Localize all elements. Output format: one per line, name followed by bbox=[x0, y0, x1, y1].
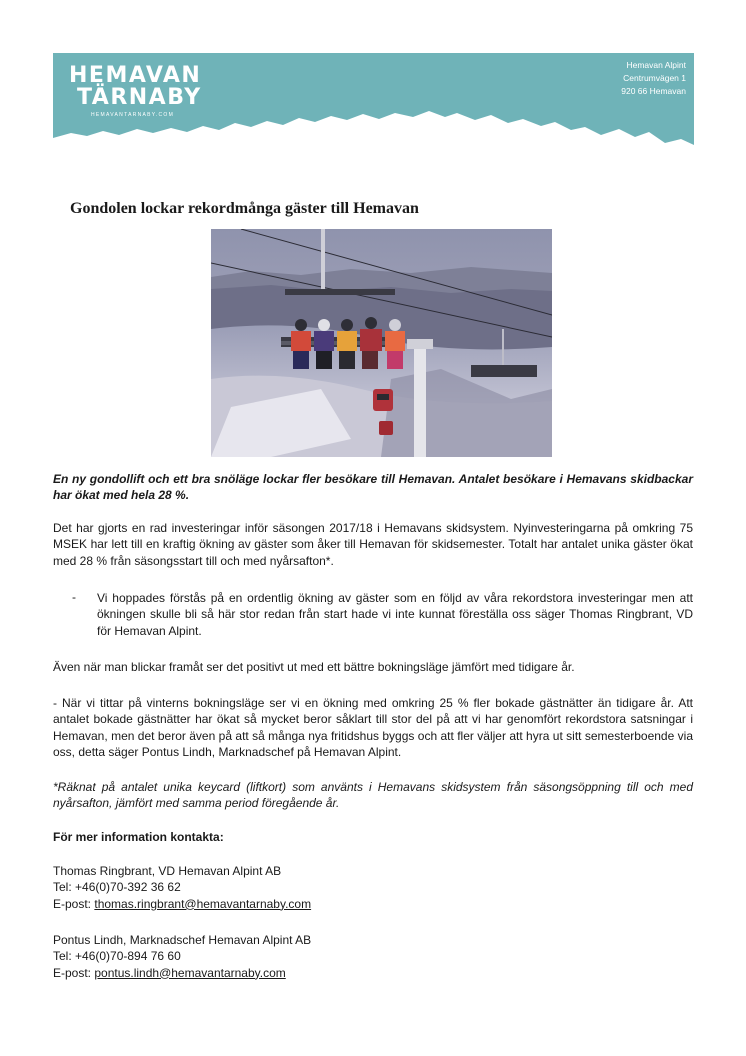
quote-thomas-ringbrant: Vi hoppades förstås på en ordentlig ökning av gäster som en följd av våra rekordstora investeringar men att ökningen skulle bli så här stor redan från start hade vi inte kunnat föreställa oss säger Thomas Ringbrant, VD för Hemavan Alpint. bbox=[97, 591, 693, 638]
paragraph-investments: Det har gjorts en rad investeringar inför säsongen 2017/18 i Hemavans skidsystem. Nyinvesteringarna på omkring 75 MSEK har lett till en kraftig ökning av gäster som åker till Hemavan för skidsemester. Totalt har antalet unika gäster ökat med 28 % från säsongsstart till och med nyårsafton*. bbox=[53, 521, 693, 568]
email-link-thomas[interactable]: thomas.ringbrant@hemavantarnaby.com bbox=[94, 896, 312, 911]
company-address bbox=[621, 59, 686, 98]
contact-pontus bbox=[53, 932, 693, 981]
article-title: Gondolen lockar rekordmånga gäster till Hemavan bbox=[70, 200, 419, 217]
brand-logo bbox=[69, 65, 202, 118]
contact-phone: Tel: +46(0)70-392 36 62 bbox=[53, 880, 181, 895]
bullet-dash: - bbox=[72, 590, 76, 604]
contact-heading: För mer information kontakta: bbox=[53, 830, 224, 844]
article-lead: En ny gondollift och ett bra snöläge lockar fler besökare till Hemavan. Antalet besökare i Hemavans skidbackar har ökat med hela 28 %. bbox=[53, 472, 693, 503]
address-company: Hemavan Alpint bbox=[626, 60, 686, 70]
header-banner bbox=[53, 53, 694, 148]
email-label: E-post: bbox=[53, 965, 95, 980]
address-city: 920 66 Hemavan bbox=[621, 86, 686, 96]
contact-email-line bbox=[53, 965, 693, 981]
contact-name: Thomas Ringbrant, VD Hemavan Alpint AB bbox=[53, 864, 282, 878]
email-label: E-post: bbox=[53, 896, 95, 911]
address-street: Centrumvägen 1 bbox=[623, 73, 686, 83]
footnote: *Räknat på antalet unika keycard (liftkort) som använts i Hemavans skidsystem från säsongsöppning till och med nyårsafton, jämfört med samma period föregående år. bbox=[53, 780, 693, 811]
contact-name: Pontus Lindh, Marknadschef Hemavan Alpint AB bbox=[53, 933, 312, 947]
quote-pontus-lindh: - När vi tittar på vinterns bokningsläge ser vi en ökning med omkring 25 % fler bokade gästnätter än tidigare år. Att antalet bokade gästnätter har ökat så mycket beror såklart till stor del på att vi har genomfört rekordstora satsningar i Hemavan, men det beror även på att så många nya fritidshus byggs och att fler väljer att hyra ut sitt semesterboende via oss, detta säger Pontus Lindh, Marknadschef på Hemavan Alpint. bbox=[53, 696, 693, 759]
paragraph-booking-outlook: Även när man blickar framåt ser det positivt ut med ett bättre bokningsläge jämfört med tidigare år. bbox=[53, 660, 575, 674]
logo-text-hemavan: HEMAVAN bbox=[69, 63, 202, 88]
contact-thomas bbox=[53, 863, 693, 912]
chairlift-photo bbox=[211, 229, 552, 457]
contact-email-line bbox=[53, 896, 693, 912]
email-link-pontus[interactable]: pontus.lindh@hemavantarnaby.com bbox=[94, 965, 286, 980]
contact-phone: Tel: +46(0)70-894 76 60 bbox=[53, 949, 181, 964]
logo-text-tarnaby: TÄRNABY bbox=[77, 85, 202, 110]
logo-url: HEMAVANTARNABY.COM bbox=[91, 112, 175, 118]
